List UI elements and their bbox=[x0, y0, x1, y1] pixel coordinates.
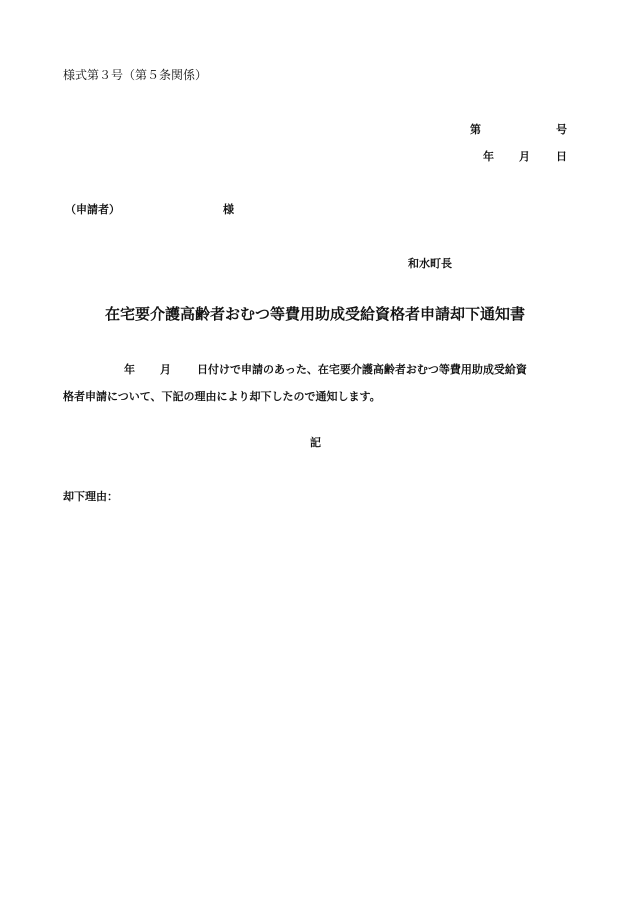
ki-marker: 記 bbox=[310, 436, 321, 449]
body-line-2: 格者申請について、下記の理由により却下したので通知します。 bbox=[63, 390, 381, 403]
recipient-honorific: 様 bbox=[223, 203, 234, 216]
body-year: 年 bbox=[124, 363, 135, 376]
doc-number-prefix: 第 bbox=[470, 123, 481, 136]
body-month: 月 bbox=[160, 363, 171, 376]
rejection-reason-label: 却下理由： bbox=[63, 490, 118, 503]
date-year: 年 bbox=[483, 150, 494, 163]
document-title: 在宅要介護高齢者おむつ等費用助成受給資格者申請却下通知書 bbox=[104, 305, 525, 323]
recipient-label: （申請者） bbox=[65, 203, 120, 216]
form-number: 様式第３号（第５条関係） bbox=[63, 68, 208, 82]
body-line-1: 日付けで申請のあった、在宅要介護高齢者おむつ等費用助成受給資 bbox=[197, 363, 527, 376]
date-day: 日 bbox=[556, 150, 567, 163]
date-month: 月 bbox=[519, 150, 530, 163]
issuer: 和水町長 bbox=[408, 257, 452, 270]
doc-number-suffix: 号 bbox=[556, 123, 567, 136]
